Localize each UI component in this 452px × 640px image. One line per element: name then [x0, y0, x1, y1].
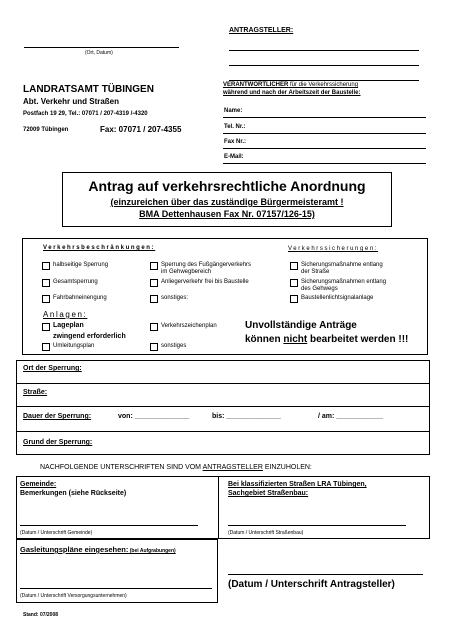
applicant-line-1: [229, 50, 419, 51]
label-sicherung-strasse-2: der Straße: [301, 269, 330, 275]
form-subtitle-1: (einzureichen über das zuständige Bürgermeisteramt !: [110, 197, 344, 207]
label-sonstiges-anlage: sonstiges: [161, 343, 187, 349]
responsible-heading-rest: für die Verkehrssicherung: [288, 82, 359, 88]
warning-line-2: [245, 334, 408, 345]
field-bis: bis: ______________: [212, 413, 281, 420]
responsible-name-line: [223, 117, 426, 118]
checkbox-lichtsignalanlage[interactable]: [290, 295, 298, 303]
checkbox-sonstiges-beschraenkung[interactable]: [150, 295, 158, 303]
place-date-caption: (Ort, Datum): [85, 50, 113, 56]
label-sonstiges-beschraenkung: sonstiges:: [161, 295, 189, 301]
gas-sign-line: [20, 588, 212, 589]
lra-sub: Sachgebiet Straßenbau:: [228, 490, 309, 497]
label-sicherung-gehweg-2: des Gehwegs: [301, 286, 338, 292]
field-divider-3: [16, 431, 430, 432]
label-lageplan: Lageplan: [53, 322, 84, 329]
field-grund: Grund der Sperrung:: [23, 439, 93, 446]
field-divider-2: [16, 406, 430, 407]
gas-title-small: (bei Aufgrabungen): [128, 548, 176, 554]
lra-sign-line: [228, 525, 406, 526]
gas-title-text: Gasleitungspläne eingesehen:: [20, 545, 129, 554]
checkbox-verkehrszeichenplan[interactable]: [150, 323, 158, 331]
warning-post: bearbeitet werden !!!: [307, 334, 409, 345]
form-subtitle-2: BMA Dettenhausen Fax Nr. 07157/126-15): [139, 209, 315, 219]
title-box: [62, 172, 392, 227]
applicant-signature-caption: (Datum / Unterschrift Antragsteller): [228, 579, 395, 590]
label-umleitungsplan: Umleitungsplan: [53, 343, 95, 349]
applicant-sign-line: [228, 574, 423, 575]
gemeinde-title: Gemeinde:: [20, 481, 57, 488]
footer-stand: Stand: 07/2008: [23, 612, 59, 618]
checkbox-sonstiges-anlage[interactable]: [150, 343, 158, 351]
checkbox-lageplan[interactable]: [42, 323, 50, 331]
responsible-fax-line: [223, 148, 426, 149]
field-von: von: ______________: [118, 413, 190, 420]
label-sperrung-fussgaenger-2: im Gehwegbereich: [161, 269, 212, 275]
checkbox-fahrbahneinengung[interactable]: [42, 295, 50, 303]
field-strasse: Straße:: [23, 389, 48, 396]
authority-address: Postfach 19 29, Tel.: 07071 / 207-4319 /-4320: [23, 111, 148, 117]
authority-name: LANDRATSAMT TÜBINGEN: [23, 84, 154, 95]
checkbox-sicherung-gehweg[interactable]: [290, 279, 298, 287]
responsible-tel-line: [223, 133, 426, 134]
checkbox-sicherung-strasse[interactable]: [290, 262, 298, 270]
field-ort: Ort der Sperrung:: [23, 365, 82, 372]
attachments-heading: Anlagen:: [43, 310, 88, 319]
field-am: / am: ____________: [318, 413, 383, 420]
responsible-email-label: E-Mail:: [224, 154, 244, 160]
responsible-tel-label: Tel. Nr.:: [224, 124, 246, 130]
label-sicherung-strasse: Sicherungsmaßnahme entlang: [301, 262, 383, 268]
gemeinde-sign-line: [20, 525, 198, 526]
responsible-heading-bold: VERANTWORTLICHER: [223, 82, 289, 88]
lra-caption: (Datum / Unterschrift Straßenbau): [228, 530, 304, 536]
label-zwingend: zwingend erforderlich: [53, 333, 126, 340]
checkbox-anliegerverkehr[interactable]: [150, 279, 158, 287]
checkbox-umleitungsplan[interactable]: [42, 343, 50, 351]
responsible-heading-line2: während und nach der Arbeitszeit der Baustelle:: [223, 90, 361, 96]
notice-post: EINZUHOLEN:: [262, 464, 312, 471]
warning-line-1: Unvollständige Anträge: [245, 320, 357, 331]
notice-applicant: ANTRAGSTELLER: [202, 464, 263, 471]
label-gesamtsperrung: Gesamtsperrung: [53, 279, 98, 285]
place-date-line: [24, 47, 179, 48]
responsible-fax-label: Fax Nr.:: [224, 139, 247, 145]
notice-pre: NACHFOLGENDE UNTERSCHRIFTEN SIND VOM: [40, 464, 203, 471]
label-lichtsignalanlage: Baustellenlichtsignalanlage: [301, 295, 374, 301]
checkbox-halbseitige-sperrung[interactable]: [42, 262, 50, 270]
form-title: Antrag auf verkehrsrechtliche Anordnung: [88, 178, 366, 194]
label-sperrung-fussgaenger: Sperrung des Fußgängerverkehrs: [161, 262, 252, 268]
label-verkehrszeichenplan: Verkehrszeichenplan: [161, 323, 217, 329]
restrictions-heading: Verkehrsbeschränkungen:: [43, 245, 156, 251]
gemeinde-caption: (Datum / Unterschrift Gemeinde): [20, 530, 93, 536]
label-halbseitige-sperrung: halbseitige Sperrung: [53, 262, 109, 268]
field-dauer: Dauer der Sperrung:: [23, 413, 92, 420]
signature-divider: [218, 476, 219, 539]
responsible-email-line: [223, 163, 426, 164]
responsible-heading: [223, 82, 358, 88]
gemeinde-sub: Bemerkungen (siehe Rückseite): [20, 490, 127, 497]
label-sicherung-gehweg: Sicherungsmaßnahmen entlang: [301, 279, 387, 285]
gas-caption: (Datum / Unterschrift Versorgungsunternehmen): [20, 593, 127, 599]
applicant-label: ANTRAGSTELLER:: [229, 27, 294, 34]
checkbox-gesamtsperrung[interactable]: [42, 279, 50, 287]
warning-pre: können: [245, 334, 284, 345]
checkbox-sperrung-fussgaenger[interactable]: [150, 262, 158, 270]
authority-city: 72009 Tübingen: [23, 127, 69, 133]
applicant-line-2: [229, 65, 419, 66]
safety-heading: Verkehrssicherungen:: [288, 246, 379, 252]
label-anliegerverkehr: Anliegerverkehr frei bis Baustelle: [161, 279, 249, 285]
authority-fax: Fax: 07071 / 207-4355: [100, 125, 182, 134]
authority-department: Abt. Verkehr und Straßen: [23, 97, 120, 106]
signatures-notice: [40, 464, 312, 471]
label-fahrbahneinengung: Fahrbahneinengung: [53, 295, 107, 301]
field-divider-1: [16, 383, 430, 384]
warning-nicht: nicht: [283, 334, 308, 345]
gas-title: [20, 545, 176, 554]
responsible-name-label: Name:: [224, 108, 243, 114]
lra-title: Bei klassifizierten Straßen LRA Tübingen,: [228, 481, 367, 488]
applicant-line-3: [229, 80, 419, 81]
